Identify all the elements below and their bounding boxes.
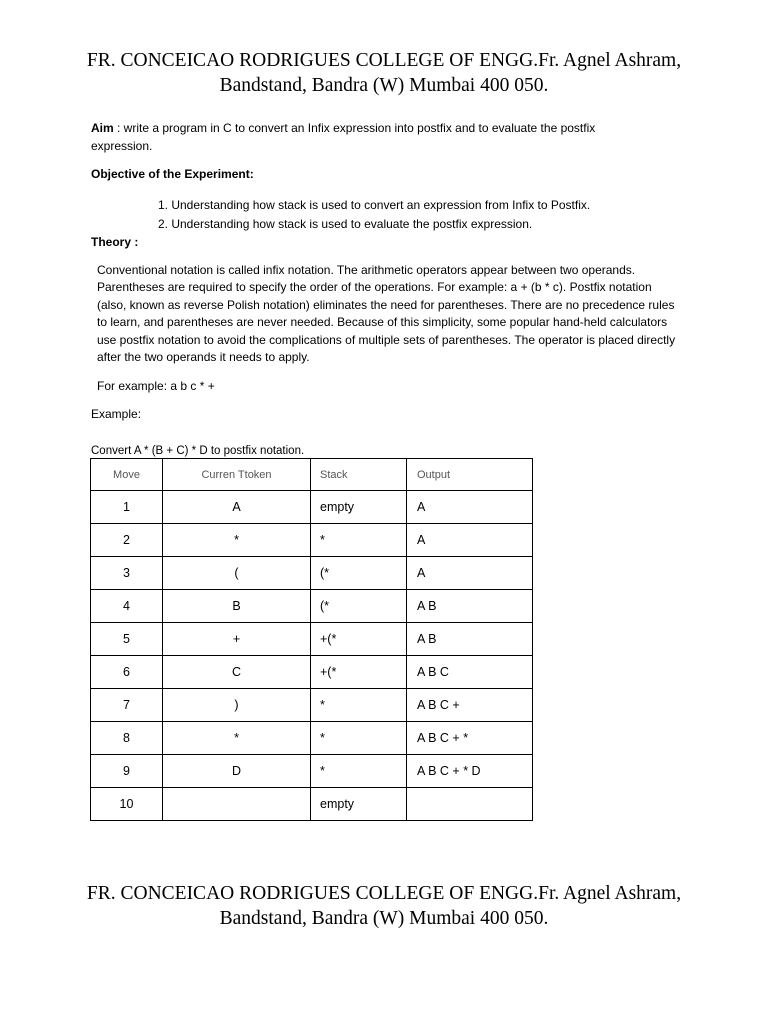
table-row [91,524,533,557]
cell-stack: * [311,689,407,722]
cell-stack: empty [311,491,407,524]
cell-move: 10 [91,788,163,821]
conversion-caption: Convert A * (B + C) * D to postfix notation. [91,445,305,457]
objective-item: 1. Understanding how stack is used to convert an expression from Infix to Postfix. [158,198,591,212]
college-header-line2: Bandstand, Bandra (W) Mumbai 400 050. [219,75,549,96]
cell-token: A [163,491,311,524]
cell-token: C [163,656,311,689]
objective-heading: Objective of the Experiment: [91,167,254,181]
header-output: Output [407,459,533,491]
theory-heading: Theory : [91,235,139,249]
cell-move: 5 [91,623,163,656]
cell-output: A B C + * D [407,755,533,788]
cell-output [407,788,533,821]
cell-output: A B C + [407,689,533,722]
college-header-line1: FR. CONCEICAO RODRIGUES COLLEGE OF ENGG.Fr. Agnel Ashram, [86,883,682,904]
cell-stack: (* [311,590,407,623]
table-row [91,590,533,623]
cell-token [163,788,311,821]
cell-token: * [163,524,311,557]
objective-list [158,196,590,234]
cell-move: 8 [91,722,163,755]
cell-output: A B [407,590,533,623]
cell-output: A B C + * [407,722,533,755]
cell-stack: +(* [311,623,407,656]
cell-stack: * [311,524,407,557]
cell-move: 7 [91,689,163,722]
cell-output: A B C [407,656,533,689]
cell-move: 2 [91,524,163,557]
conversion-table [90,458,533,821]
table-row [91,656,533,689]
cell-token: * [163,722,311,755]
table-header-row [91,459,533,491]
aim-paragraph [91,120,651,155]
table-row [91,557,533,590]
college-header-bottom [0,881,768,931]
cell-token: D [163,755,311,788]
objective-item: 2. Understanding how stack is used to evaluate the postfix expression. [158,217,533,231]
cell-output: A B [407,623,533,656]
cell-move: 1 [91,491,163,524]
header-stack: Stack [311,459,407,491]
aim-label: Aim [91,121,114,135]
cell-output: A [407,524,533,557]
aim-text: : write a program in C to convert an Infix expression into postfix and to evaluate the postfix expression. [91,121,596,153]
cell-output: A [407,557,533,590]
cell-token: ( [163,557,311,590]
cell-stack: +(* [311,656,407,689]
cell-token: B [163,590,311,623]
for-example-text: For example: a b c * + [97,379,215,393]
header-current-token: Curren Ttoken [163,459,311,491]
cell-move: 4 [91,590,163,623]
cell-token: ) [163,689,311,722]
cell-move: 3 [91,557,163,590]
example-label: Example: [91,407,142,421]
cell-output: A [407,491,533,524]
table-row [91,623,533,656]
college-header-top [0,48,768,98]
table-row [91,491,533,524]
theory-paragraph: Conventional notation is called infix notation. The arithmetic operators appear between two operands. Parentheses are required to specify the order of the operations. For example: a + (b * c). Postfix notation (also, known as reverse Polish notation) eliminates the need for parentheses. There are no precedence rules to learn, and parentheses are never needed. Because of this simplicity, some popular hand-held calculators use postfix notation to avoid the complications of multiple sets of parentheses. The operator is placed directly after the two operands it needs to apply. [97,263,676,365]
cell-stack: * [311,755,407,788]
table-row [91,755,533,788]
header-move: Move [91,459,163,491]
college-header-line1: FR. CONCEICAO RODRIGUES COLLEGE OF ENGG.Fr. Agnel Ashram, [86,50,682,71]
table-row [91,689,533,722]
cell-stack: (* [311,557,407,590]
cell-token: + [163,623,311,656]
cell-stack: empty [311,788,407,821]
cell-move: 9 [91,755,163,788]
cell-stack: * [311,722,407,755]
table-row [91,788,533,821]
college-header-line2: Bandstand, Bandra (W) Mumbai 400 050. [219,908,549,929]
table-row [91,722,533,755]
cell-move: 6 [91,656,163,689]
